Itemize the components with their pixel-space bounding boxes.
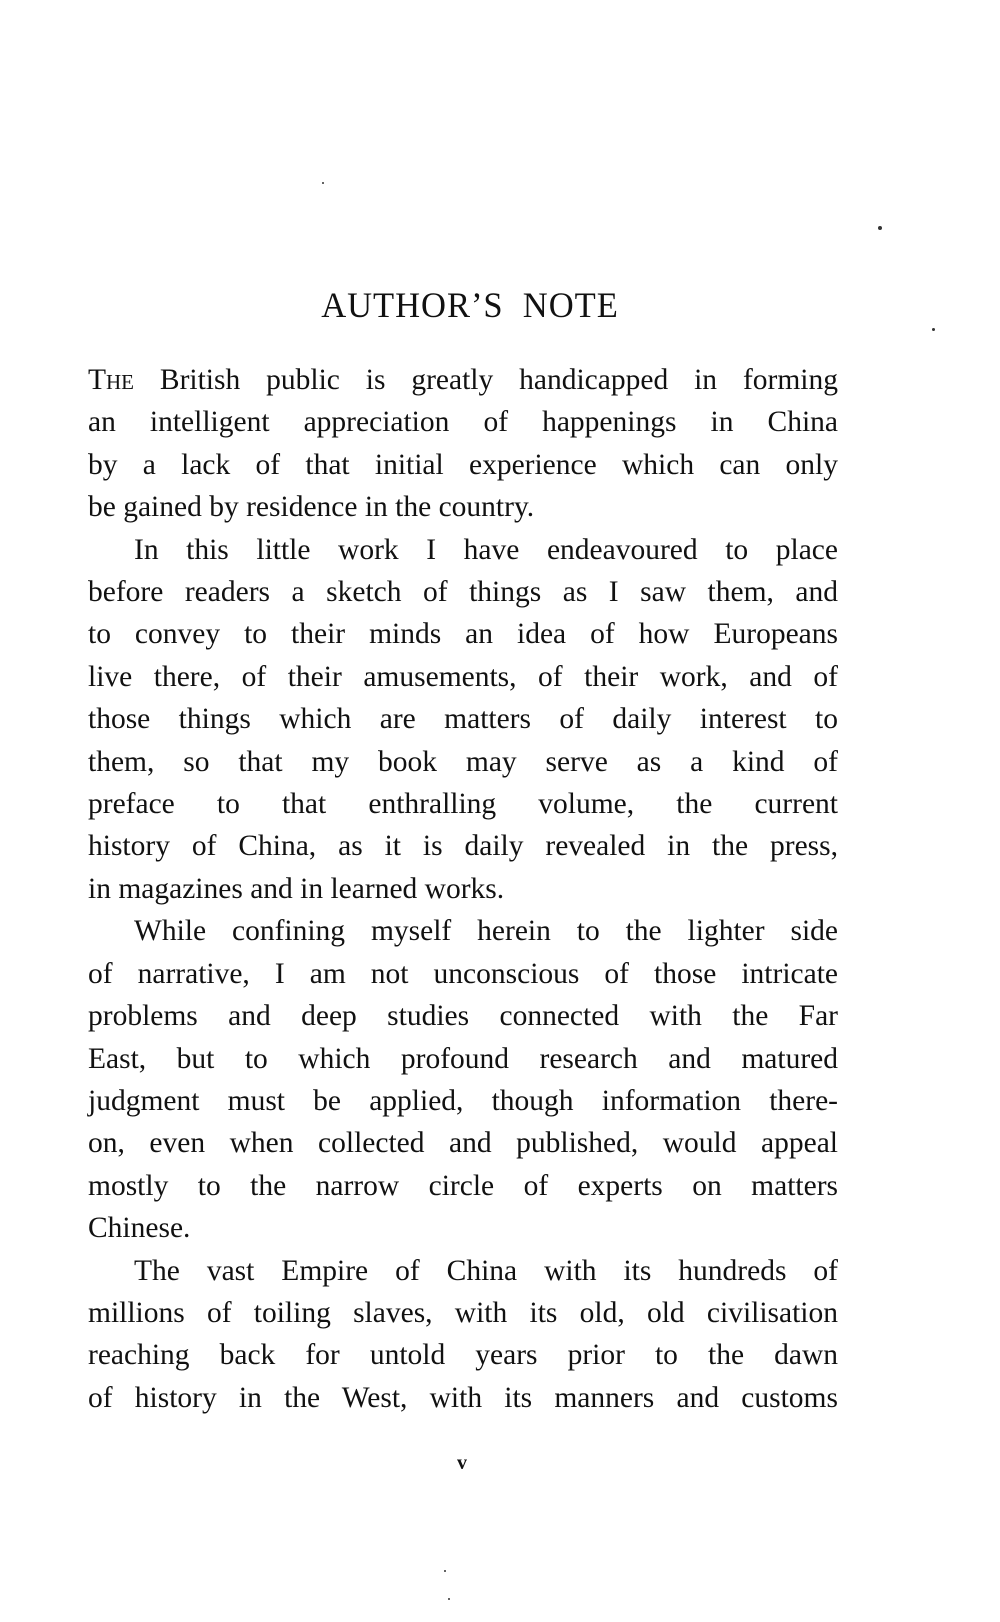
text-line: be gained by residence in the country. — [88, 491, 535, 524]
text-line: mostly to the narrow circle of experts on matters — [88, 1169, 838, 1202]
text-line: of narrative, I am not unconscious of those intricate — [88, 957, 838, 990]
text-line: Chinese. — [88, 1212, 191, 1245]
page-number: v — [457, 1452, 467, 1474]
body-text — [88, 359, 838, 1419]
text-line: an intelligent appreciation of happenings in China — [88, 406, 838, 439]
text-line: of history in the West, with its manners and customs — [88, 1381, 838, 1414]
text-line: them, so that my book may serve as a kind of — [88, 745, 838, 778]
text-line: on, even when collected and published, would appeal — [88, 1127, 838, 1160]
text-line: before readers a sketch of things as I saw them, and — [88, 576, 838, 609]
scan-speck — [444, 1570, 446, 1572]
scan-speck — [878, 226, 882, 230]
small-caps-lead: The — [88, 364, 135, 396]
text-line: by a lack of that initial experience which can only — [88, 448, 838, 481]
paragraph-4 — [88, 1250, 838, 1420]
paragraph-1 — [88, 359, 838, 529]
text-line: In this little work I have endeavoured to place — [134, 533, 838, 566]
text-line: millions of toiling slaves, with its old, old civilisation — [88, 1296, 838, 1329]
scan-speck — [932, 328, 935, 331]
text-line: East, but to which profound research and matured — [88, 1042, 838, 1075]
scan-speck — [448, 1598, 450, 1600]
text-line: live there, of their amusements, of their work, and of — [88, 660, 838, 693]
text-line: judgment must be applied, though information there- — [88, 1084, 838, 1117]
text-line: in magazines and in learned works. — [88, 872, 505, 905]
text-line: The British public is greatly handicapped in forming — [88, 364, 838, 396]
paragraph-2 — [88, 529, 838, 911]
page-title: AUTHOR’S NOTE — [321, 285, 619, 325]
text-line: reaching back for untold years prior to the dawn — [88, 1339, 838, 1372]
text-line: to convey to their minds an idea of how Europeans — [88, 618, 838, 651]
text-line: The vast Empire of China with its hundreds of — [134, 1254, 838, 1287]
text-line: preface to that enthralling volume, the current — [88, 788, 838, 821]
text-line: While confining myself herein to the lighter side — [134, 915, 838, 948]
paragraph-3 — [88, 910, 838, 1249]
text-line: problems and deep studies connected with the Far — [88, 1000, 838, 1033]
scan-speck — [322, 182, 324, 184]
text-line: those things which are matters of daily interest to — [88, 703, 838, 736]
text-line: history of China, as it is daily revealed in the press, — [88, 830, 838, 863]
